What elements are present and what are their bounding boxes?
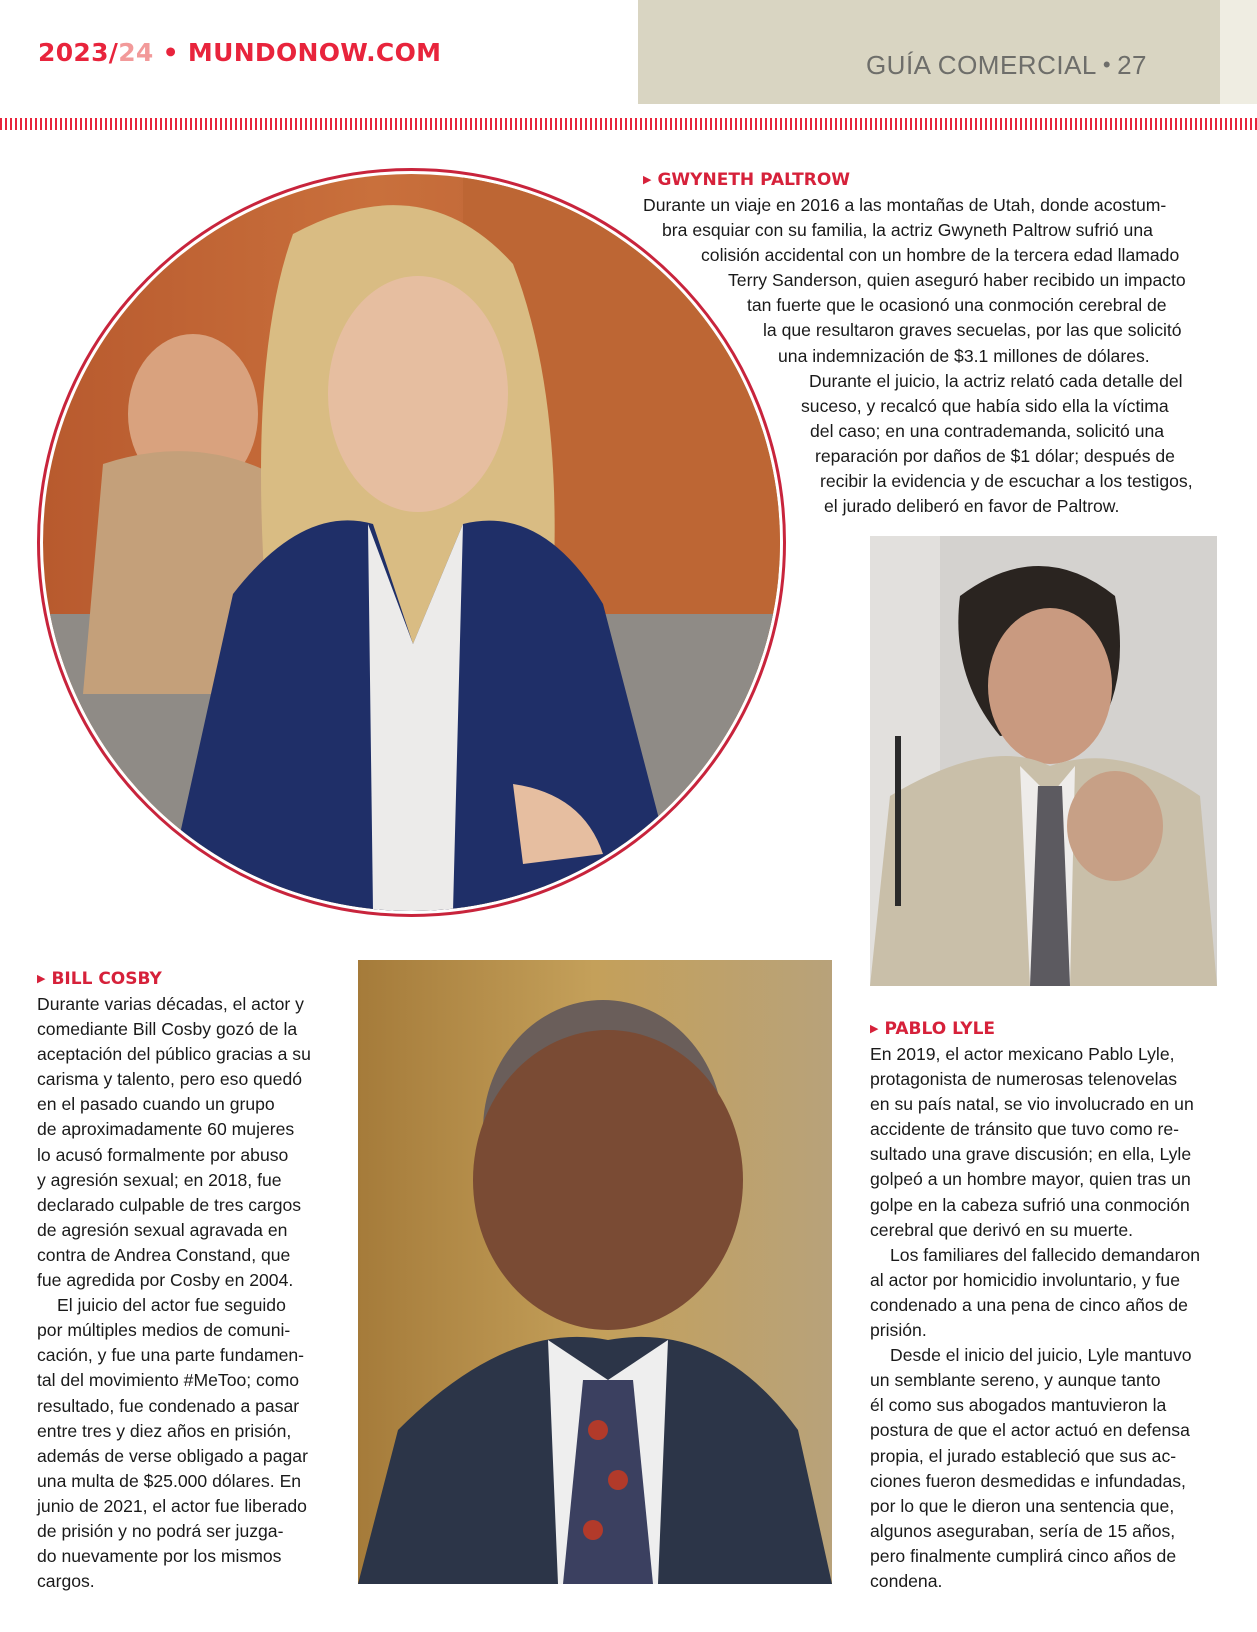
text-line: bra esquiar con su familia, la actriz Gwyneth Paltrow sufrió una	[662, 220, 1153, 241]
text-line: protagonista de numerosas telenovelas	[870, 1069, 1178, 1090]
text-line: Durante un viaje en 2016 a las montañas de Utah, donde acostum-	[643, 195, 1167, 215]
text-line: accidente de tránsito que tuvo como re-	[870, 1119, 1180, 1140]
text-line: condena.	[870, 1570, 943, 1591]
text-line: algunos aseguraban, sería de 15 años,	[870, 1520, 1176, 1541]
text-line: en el pasado cuando un grupo	[37, 1094, 275, 1115]
text-line: recibir la evidencia y de escuchar a los testigos,	[820, 471, 1193, 492]
pablo-lyle-photo	[870, 536, 1217, 986]
text-line: y agresión sexual; en 2018, fue	[37, 1169, 282, 1190]
text-line: junio de 2021, el actor fue liberado	[37, 1495, 307, 1516]
text-line: Desde el inicio del juicio, Lyle mantuvo	[890, 1345, 1192, 1366]
cosby-heading-text: BILL COSBY	[51, 969, 162, 989]
text-line: golpeó a un hombre mayor, quien tras un	[870, 1169, 1191, 1190]
header-section-dot: •	[1102, 52, 1112, 77]
header-section-label	[866, 50, 1147, 81]
text-line: una multa de $25.000 dólares. En	[37, 1470, 302, 1491]
text-line: Durante el juicio, la actriz relató cada detalle del	[809, 370, 1183, 391]
header-dashed-rule	[0, 118, 1257, 130]
text-line: entre tres y diez años en prisión,	[37, 1420, 292, 1441]
text-line: condenado a una pena de cinco años de	[870, 1294, 1188, 1315]
bill-cosby-heading	[37, 969, 162, 989]
text-line: tal del movimiento #MeToo; como	[37, 1370, 300, 1391]
header-edge-strip	[1220, 0, 1257, 104]
text-line: de prisión y no podrá ser juzga-	[37, 1520, 284, 1541]
text-line: contra de Andrea Constand, que	[37, 1244, 291, 1265]
text-line: aceptación del público gracias a su	[37, 1044, 311, 1065]
header-year: 2023/	[38, 38, 119, 67]
text-line: por lo que le dieron una sentencia que,	[870, 1495, 1175, 1516]
header-site-name: MUNDONOW.COM	[187, 38, 442, 67]
text-line: cargos.	[37, 1571, 95, 1592]
bill-cosby-body	[37, 992, 342, 1594]
text-line: reparación por daños de $1 dólar; después de	[815, 445, 1175, 466]
text-line: por múltiples medios de comuni-	[37, 1320, 291, 1341]
text-line: golpe en la cabeza sufrió una conmoción	[870, 1194, 1190, 1215]
text-line: en su país natal, se vio involucrado en un	[870, 1094, 1194, 1115]
text-line: propia, el jurado estableció que sus ac-	[870, 1445, 1177, 1466]
text-line: carisma y talento, pero eso quedó	[37, 1069, 303, 1090]
header-section-name: GUÍA COMERCIAL	[865, 50, 1097, 80]
header-site-label	[38, 38, 441, 67]
text-line: En 2019, el actor mexicano Pablo Lyle,	[870, 1044, 1175, 1064]
text-line: resultado, fue condenado a pasar	[37, 1395, 300, 1416]
text-line: suceso, y recalcó que había sido ella la víctima	[801, 395, 1169, 416]
text-line: Durante varias décadas, el actor y	[37, 994, 304, 1014]
text-line: sultado una grave discusión; en ella, Lyle	[870, 1144, 1192, 1165]
text-line: una indemnización de $3.1 millones de dólares.	[778, 345, 1150, 366]
gwyneth-paltrow-body	[0, 193, 1257, 519]
heading-marker-icon: ▶	[643, 173, 652, 186]
text-line: de aproximadamente 60 mujeres	[37, 1119, 295, 1140]
text-line: prisión.	[870, 1320, 927, 1341]
header-separator-dot: •	[162, 38, 179, 67]
text-line: Terry Sanderson, quien aseguró haber recibido un impacto	[728, 270, 1186, 291]
text-line: cación, y fue una parte fundamen-	[37, 1345, 305, 1366]
text-line: además de verse obligado a pagar	[37, 1445, 308, 1466]
text-line: lo acusó formalmente por abuso	[37, 1144, 289, 1165]
pablo-lyle-body	[870, 1042, 1220, 1594]
gwyneth-heading-text: GWYNETH PALTROW	[657, 170, 851, 190]
text-line: él como sus abogados mantuvieron la	[870, 1395, 1167, 1416]
header-year-suffix: 24	[118, 38, 154, 67]
text-line: comediante Bill Cosby gozó de la	[37, 1019, 298, 1040]
page-number: 27	[1117, 50, 1147, 80]
text-line: de agresión sexual agravada en	[37, 1219, 288, 1240]
text-line: un semblante sereno, y aunque tanto	[870, 1370, 1161, 1391]
text-line: El juicio del actor fue seguido	[57, 1295, 286, 1316]
text-line: ciones fueron desmedidas e infundadas,	[870, 1470, 1186, 1491]
bill-cosby-photo	[358, 960, 832, 1584]
text-line: cerebral que derivó en su muerte.	[870, 1219, 1134, 1240]
text-line: tan fuerte que le ocasionó una conmoción cerebral de	[747, 295, 1167, 316]
pablo-lyle-heading	[870, 1019, 995, 1039]
text-line: del caso; en una contrademanda, solicitó una	[810, 420, 1165, 441]
heading-marker-icon: ▶	[870, 1022, 879, 1035]
text-line: pero finalmente cumplirá cinco años de	[870, 1545, 1177, 1566]
text-line: al actor por homicidio involuntario, y fue	[870, 1269, 1181, 1290]
text-line: Los familiares del fallecido demandaron	[890, 1244, 1201, 1265]
text-line: do nuevamente por los mismos	[37, 1546, 282, 1567]
heading-marker-icon: ▶	[37, 972, 46, 985]
gwyneth-paltrow-heading	[643, 170, 850, 190]
text-line: el jurado deliberó en favor de Paltrow.	[824, 496, 1120, 517]
text-line: fue agredida por Cosby en 2004.	[37, 1270, 294, 1291]
lyle-heading-text: PABLO LYLE	[884, 1019, 996, 1039]
text-line: colisión accidental con un hombre de la tercera edad llamado	[701, 245, 1180, 266]
text-line: la que resultaron graves secuelas, por las que solicitó	[763, 320, 1182, 341]
text-line: postura de que el actor actuó en defensa	[870, 1420, 1190, 1441]
text-line: declarado culpable de tres cargos	[37, 1194, 302, 1215]
